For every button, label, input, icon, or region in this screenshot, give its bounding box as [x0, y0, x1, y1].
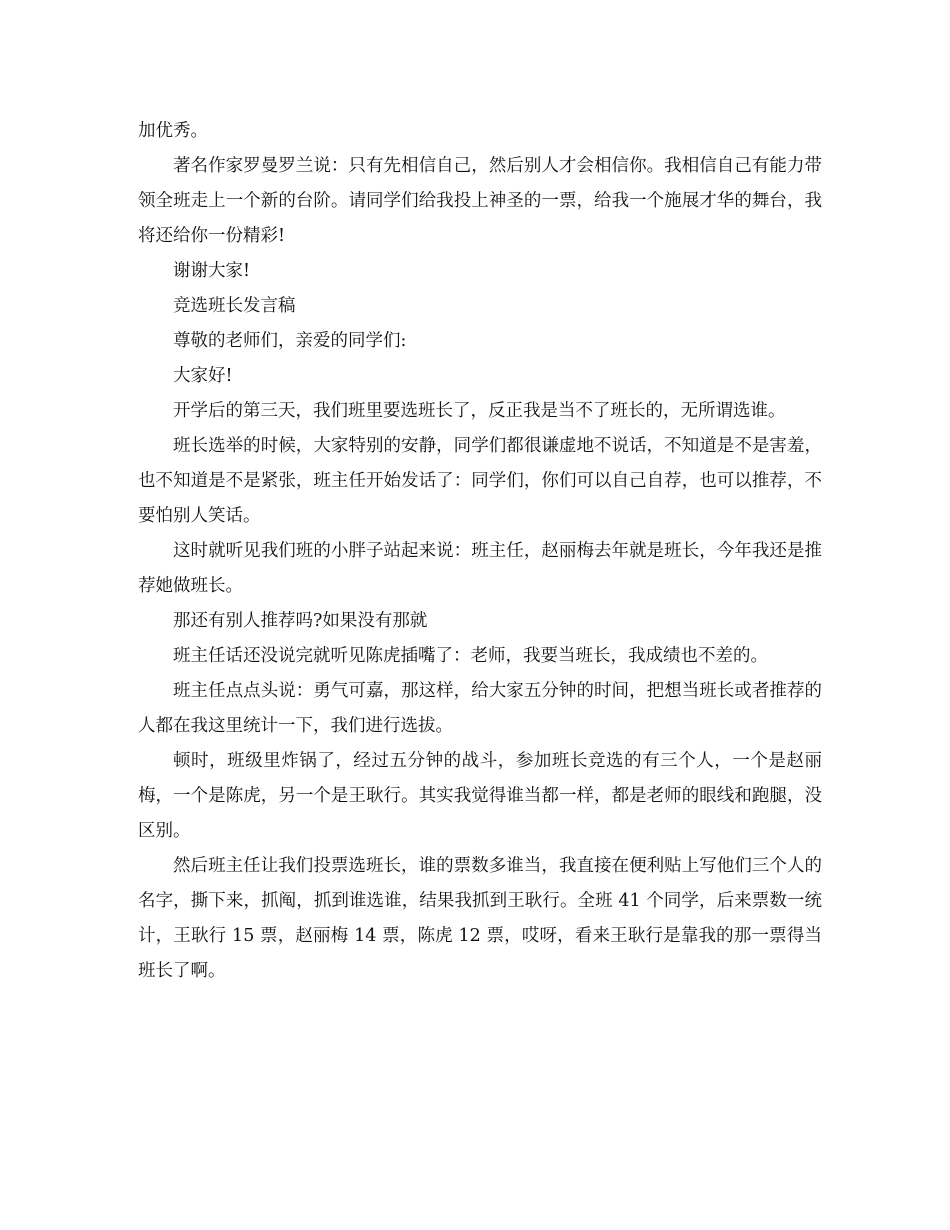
paragraph: 著名作家罗曼罗兰说：只有先相信自己，然后别人才会相信你。我相信自己有能力带领全班走上一个新的台阶。请同学们给我投上神圣的一票，给我一个施展才华的舞台，我将还给你一份精彩! [138, 156, 822, 246]
paragraph: 开学后的第三天，我们班里要选班长了，反正我是当不了班长的，无所谓选谁。 [173, 401, 786, 421]
paragraph: 班主任话还没说完就听见陈虎插嘴了：老师，我要当班长，我成绩也不差的。 [173, 646, 768, 666]
paragraph: 谢谢大家! [173, 261, 251, 281]
paragraph: 然后班主任让我们投票选班长，谁的票数多谁当，我直接在便利贴上写他们三个人的名字，撕下来，抓阄，抓到谁选谁，结果我抓到王耿行。全班 41 个同学，后来票数一统计，王耿行 15 票，赵丽梅 14 票，陈虎 12 票，哎呀，看来王耿行是靠我的那一票得当班长了啊。 [138, 856, 822, 981]
paragraph: 班长选举的时候，大家特别的安静，同学们都很谦虚地不说话，不知道是不是害羞，也不知道是不是紧张，班主任开始发话了：同学们，你们可以自己自荐，也可以推荐，不要怕别人笑话。 [138, 436, 822, 526]
section-heading: 竞选班长发言稿 [173, 296, 296, 316]
document-body [138, 114, 822, 989]
paragraph: 那还有别人推荐吗?如果没有那就 [173, 611, 428, 631]
paragraph: 加优秀。 [138, 121, 208, 141]
paragraph: 这时就听见我们班的小胖子站起来说：班主任，赵丽梅去年就是班长，今年我还是推荐她做班长。 [138, 541, 822, 596]
paragraph: 顿时，班级里炸锅了，经过五分钟的战斗，参加班长竞选的有三个人，一个是赵丽梅，一个是陈虎，另一个是王耿行。其实我觉得谁当都一样，都是老师的眼线和跑腿，没区别。 [138, 751, 822, 841]
paragraph: 班主任点点头说：勇气可嘉，那这样，给大家五分钟的时间，把想当班长或者推荐的人都在我这里统计一下，我们进行选拔。 [138, 681, 822, 736]
greeting: 大家好! [173, 366, 233, 386]
salutation: 尊敬的老师们，亲爱的同学们: [173, 331, 407, 351]
